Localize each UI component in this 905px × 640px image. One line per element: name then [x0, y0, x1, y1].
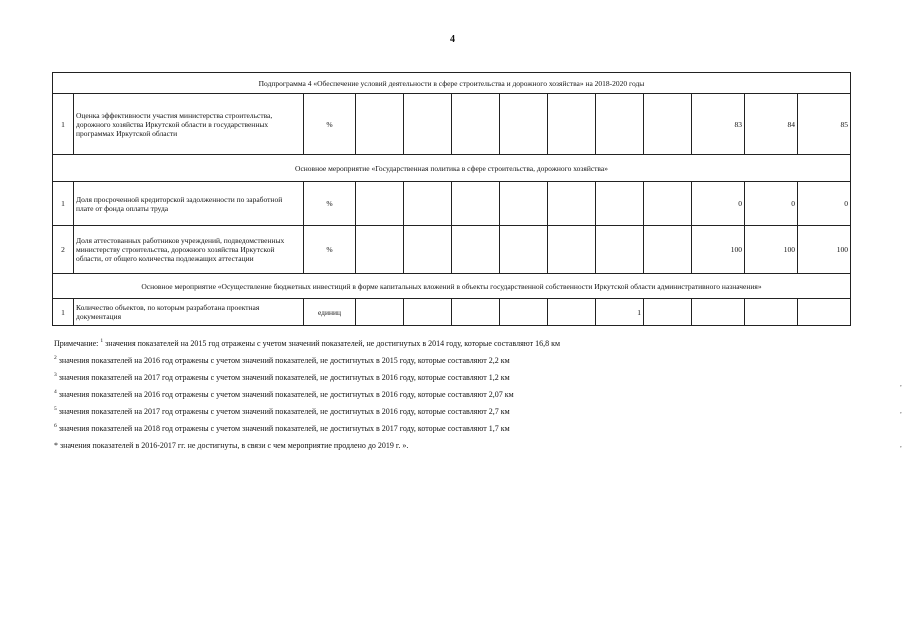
unit-cell: %	[304, 226, 356, 274]
footnote-marker: 3	[54, 372, 57, 378]
value-cell	[404, 94, 452, 155]
value-cell: 85	[798, 94, 851, 155]
unit-cell: %	[304, 182, 356, 226]
indicators-table	[52, 72, 851, 326]
value-cell	[404, 182, 452, 226]
value-cell	[644, 182, 692, 226]
value-cell	[644, 299, 692, 326]
value-cell	[692, 299, 745, 326]
value-cell: 83	[692, 94, 745, 155]
footnote-text: значения показателей на 2018 год отражены с учетом значений показателей, не достигнутых в 2017 году, которые составляют 1,7 км	[56, 424, 510, 433]
value-cell	[356, 226, 404, 274]
value-cell	[548, 299, 596, 326]
footnote-text: значения показателей на 2017 год отражены с учетом значений показателей, не достигнутых в 2016 году, которые составляют 2,7 км	[56, 407, 510, 416]
value-cell	[548, 182, 596, 226]
value-cell	[596, 226, 644, 274]
section-row	[53, 274, 851, 299]
indicator-name: Оценка эффективности участия министерства строительства, дорожного хозяйства Иркутской области в государственных программах Иркутской области	[74, 94, 304, 155]
value-cell	[596, 94, 644, 155]
value-cell	[644, 94, 692, 155]
value-cell: 0	[745, 182, 798, 226]
footnote-marker: 5	[54, 406, 57, 412]
footnote-4	[54, 390, 844, 407]
value-cell	[404, 299, 452, 326]
scan-artifact: ,	[900, 441, 902, 449]
value-cell: 0	[692, 182, 745, 226]
footnote-text: значения показателей на 2016 год отражены с учетом значений показателей, не достигнутых в 2016 году, которые составляют 2,07 км	[56, 390, 514, 399]
footnote-2	[54, 356, 844, 373]
value-cell	[500, 182, 548, 226]
footnote-marker: 4	[54, 389, 57, 395]
table-row	[53, 299, 851, 326]
value-cell: 100	[692, 226, 745, 274]
row-number: 1	[53, 299, 74, 326]
scan-artifact: ,	[900, 380, 902, 388]
table-row	[53, 182, 851, 226]
value-cell	[596, 182, 644, 226]
value-cell	[500, 299, 548, 326]
scan-artifact: ,	[900, 407, 902, 415]
note-prefix: Примечание:	[54, 339, 101, 348]
footnote-text: * значения показателей в 2016-2017 гг. не достигнуты, в связи с чем мероприятие продлено до 2019 г. ».	[54, 441, 409, 450]
section-row	[53, 155, 851, 182]
row-number: 1	[53, 94, 74, 155]
value-cell	[356, 182, 404, 226]
value-cell: 100	[745, 226, 798, 274]
unit-cell: %	[304, 94, 356, 155]
section-title: Основное мероприятие «Государственная политика в сфере строительства, дорожного хозяйства»	[53, 155, 851, 182]
table-row	[53, 226, 851, 274]
footnote-1	[54, 339, 844, 356]
value-cell	[452, 226, 500, 274]
footnote-marker: 6	[54, 423, 57, 429]
page-number: 4	[450, 34, 455, 45]
value-cell	[452, 182, 500, 226]
value-cell	[500, 226, 548, 274]
footnote-text: значения показателей на 2016 год отражены с учетом значений показателей, не достигнутых в 2015 году, которые составляют 2,2 км	[56, 356, 510, 365]
footnote-3	[54, 373, 844, 390]
subprogram-title: Подпрограмма 4 «Обеспечение условий деятельности в сфере строительства и дорожного хозяйства» на 2018-2020 годы	[53, 73, 851, 94]
table-row	[53, 94, 851, 155]
footnote-7	[54, 441, 844, 458]
footnote-marker: 2	[54, 355, 57, 361]
section-title: Основное мероприятие «Осуществление бюджетных инвестиций в форме капитальных вложений в объекты государственной собственности Иркутской области административного назначения»	[53, 274, 851, 299]
unit-cell: единиц	[304, 299, 356, 326]
value-cell	[500, 94, 548, 155]
value-cell	[548, 94, 596, 155]
value-cell	[452, 94, 500, 155]
footnote-text: значения показателей на 2015 год отражены с учетом значений показателей, не достигнутых в 2014 году, которые составляют 16,8 км	[103, 339, 561, 348]
value-cell	[356, 94, 404, 155]
footnote-5	[54, 407, 844, 424]
value-cell	[745, 299, 798, 326]
row-number: 2	[53, 226, 74, 274]
value-cell: 1	[596, 299, 644, 326]
value-cell: 100	[798, 226, 851, 274]
value-cell	[644, 226, 692, 274]
value-cell	[356, 299, 404, 326]
value-cell	[452, 299, 500, 326]
subprogram-row	[53, 73, 851, 94]
indicator-name: Доля просроченной кредиторской задолженности по заработной плате от фонда оплаты труда	[74, 182, 304, 226]
row-number: 1	[53, 182, 74, 226]
value-cell	[798, 299, 851, 326]
footnotes	[54, 339, 844, 458]
indicator-name: Доля аттестованных работников учреждений, подведомственных министерству строительства, дорожного хозяйства Иркутской области, от общего количества подлежащих аттестации	[74, 226, 304, 274]
indicator-name: Количество объектов, по которым разработана проектная документация	[74, 299, 304, 326]
value-cell	[548, 226, 596, 274]
footnote-text: значения показателей на 2017 год отражены с учетом значений показателей, не достигнутых в 2016 году, которые составляют 1,2 км	[56, 373, 510, 382]
value-cell: 0	[798, 182, 851, 226]
value-cell	[404, 226, 452, 274]
footnote-marker: 1	[100, 338, 104, 344]
footnote-6	[54, 424, 844, 441]
value-cell: 84	[745, 94, 798, 155]
